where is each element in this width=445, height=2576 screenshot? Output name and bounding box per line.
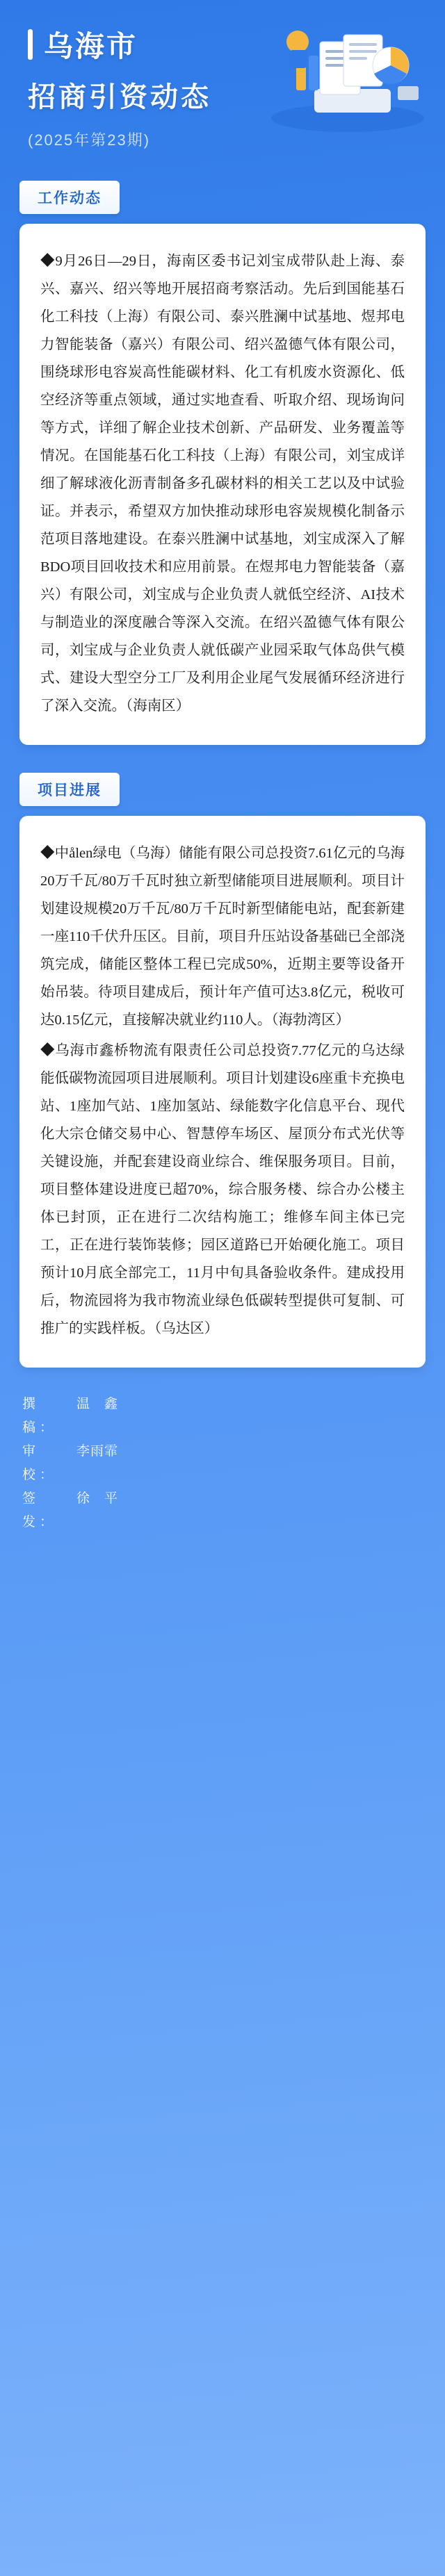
paragraph: ◆乌海市鑫桥物流有限责任公司总投资7.77亿元的乌达绿能低碳物流园项目进展顺利。项目计划建设6座重卡充换电站、1座加气站、1座加氢站、绿能数字化信息平台、现代化大宗仓储交易中心、智慧停车场区、屋顶分布式光伏等关键设施，并配套建设商业综合、维保服务项目。目前，项目整体建设进度已超70%，综合服务楼、综合办公楼主体已封顶，正在进行二次结构施工；维修车间主体已完工，正在进行装饰装修；园区道路已开始硬化施工。项目预计10月底全部完工，11月中旬具备验收条件。建成投用后，物流园将为我市物流业绿色低碳转型提供可复制、可推广的实践样板。（乌达区） — [40, 1043, 405, 1336]
footer-row — [22, 1440, 424, 1487]
section-tag-work-updates: 工作动态 — [19, 181, 120, 214]
footer-label: 审 校： — [22, 1444, 58, 1482]
card-work-updates — [19, 224, 426, 745]
issue-label: (2025年第23期) — [28, 131, 151, 149]
page-footer — [0, 1388, 445, 1552]
footer-label: 撰 稿： — [22, 1397, 58, 1435]
card-project-progress — [19, 816, 426, 1368]
section-work-updates — [0, 174, 445, 745]
footer-row — [22, 1487, 424, 1534]
section-tag-project-progress: 项目进展 — [19, 773, 120, 806]
footer-value: 温 鑫 — [76, 1397, 119, 1411]
paragraph: ◆中ålen绿电（乌海）储能有限公司总投资7.61亿元的乌海20万千瓦/80万千瓦时独立新型储能项目进展顺利。项目计划建设规模20万千瓦/80万千瓦时新型储能电站，配套新建一座110千伏升压区。目前，项目升压站设备基础已全部浇筑完成，储能区整体工程已完成50%，近期主要等设备开始吊装。待项目建成后，预计年产值可达3.8亿元，税收可达0.15亿元，直接解决就业约110人。（海勃湾区） — [40, 846, 405, 1028]
footer-value: 李雨霏 — [76, 1444, 119, 1459]
page-header — [0, 0, 445, 174]
paragraph: ◆9月26日—29日，海南区委书记刘宝成带队赴上海、泰兴、嘉兴、绍兴等地开展招商考察活动。先后到国能基石化工科技（上海）有限公司、泰兴胜澜中试基地、煜邦电力智能装备（嘉兴）有限公司、绍兴盈德气体有限公司，围绕球形电容炭高性能碳材料、化工有机废水资源化、低空经济等重点领域，通过实地查看、听取介绍、现场询问等方式，详细了解企业技术创新、产品研发、业务覆盖等情况。在国能基石化工科技（上海）有限公司，刘宝成详细了解球液化沥青制备多孔碳材料的相关工艺以及中试验证。并表示，希望双方加快推动球形电容炭规模化制备示范项目落地建设。在泰兴胜澜中试基地，刘宝成深入了解BDO项目回收技术和应用前景。在煜邦电力智能装备（嘉兴）有限公司，刘宝成与企业负责人就低空经济、AI技术与制造业的深度融合等深入交流。在绍兴盈德气体有限公司，刘宝成与企业负责人就低碳产业园采取气体岛供气模式、建设大型空分工厂及利用企业尾气发展循环经济进行了深入交流。（海南区） — [40, 254, 405, 714]
title-accent-bar — [28, 29, 33, 60]
footer-label: 签 发： — [22, 1491, 58, 1529]
footer-row — [22, 1393, 424, 1440]
section-project-progress — [0, 766, 445, 1368]
header-illustration-icon — [259, 14, 432, 136]
footer-value: 徐 平 — [76, 1491, 119, 1506]
page-subtitle: 招商引资动态 — [28, 82, 211, 113]
page-title: 乌海市 — [44, 30, 138, 63]
